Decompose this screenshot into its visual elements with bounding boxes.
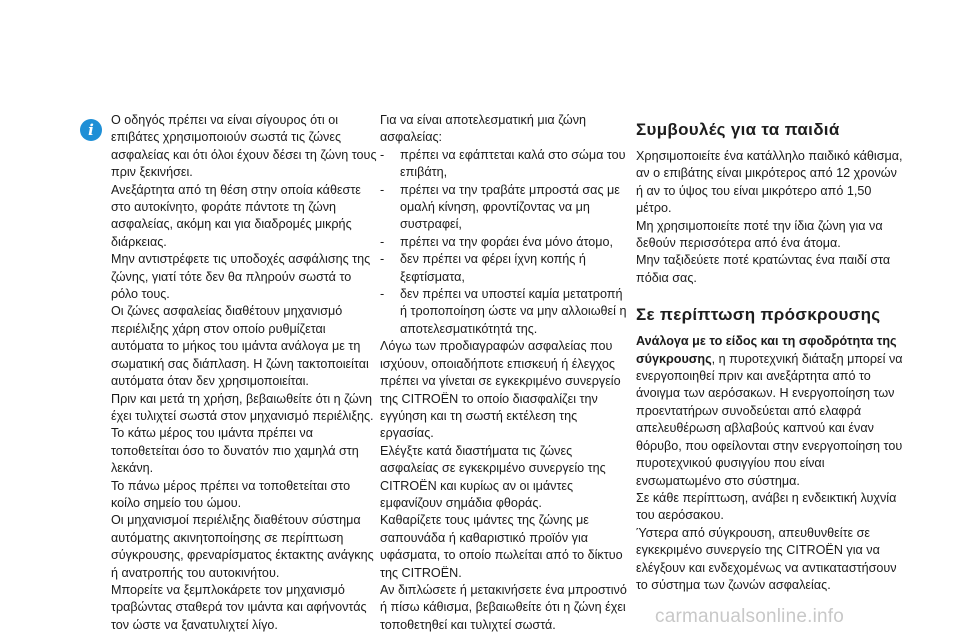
left-paragraph: Πριν και μετά τη χρήση, βεβαιωθείτε ότι η ζώνη έχει τυλιχτεί σωστά στον μηχανισμό περιέλιξης. [111, 391, 374, 423]
left-paragraph: Το κάτω μέρος του ιμάντα πρέπει να τοποθετείται όσο το δυνατόν πιο χαμηλά στη λεκάνη. [111, 426, 359, 476]
collision-paragraph: Ύστερα από σύγκρουση, απευθυνθείτε σε εγκεκριμένο συνεργείο της CITROËN για να ελέγξουν και ενδεχομένως να αντικαταστήσουν το σύστημα των ζωνών ασφαλείας. [636, 525, 897, 592]
children-advice-heading: Συμβουλές για τα παιδιά [636, 120, 840, 139]
left-paragraph: Το πάνω μέρος πρέπει να τοποθετείται στο κοίλο σημείο του ώμου. [111, 478, 351, 510]
list-item [380, 147, 630, 182]
list-item [380, 286, 630, 338]
advice-paragraph: Μην ταξιδεύετε ποτέ κρατώντας ένα παιδί στα πόδια σας. [636, 253, 891, 285]
middle-paragraph: Λόγω των προδιαγραφών ασφαλείας που ισχύουν, οποιαδήποτε επισκευή ή έλεγχος πρέπει να γίνεται σε εγκεκριμένο συνεργείο της CITROËN το οποίο διασφαλίζει την εγγύηση και τη σωστή εκτέλεση της εργασίας. [380, 339, 621, 441]
bullet-text: δεν πρέπει να υποστεί καμία μετατροπή ή τροποποίηση ώστε να μην αλλοιωθεί η αποτελεσματικότητά της. [400, 287, 627, 336]
middle-paragraph: Ελέγξτε κατά διαστήματα τις ζώνες ασφαλείας σε εγκεκριμένο συνεργείο της CITROËN και κυρίως αν οι ιμάντες εμφανίζουν σημάδια φθοράς. [380, 443, 606, 510]
collision-heading: Σε περίπτωση πρόσκρουσης [636, 305, 881, 325]
collision-paragraph: Σε κάθε περίπτωση, ανάβει η ενδεικτική λυχνία του αερόσακου. [636, 490, 897, 523]
right-column [636, 112, 904, 594]
bullet-dash: - [380, 234, 385, 249]
list-item [380, 251, 630, 286]
left-paragraph: Μην αντιστρέφετε τις υποδοχές ασφάλισης της ζώνης, γιατί τότε δεν θα πληρούν σωστά το ρόλο τους. [111, 252, 371, 302]
bullet-dash: - [380, 182, 385, 197]
list-item [380, 182, 630, 234]
middle-paragraph: Αν διπλώσετε ή μετακινήσετε ένα μπροστινό ή πίσω κάθισμα, βεβαιωθείτε ότι η ζώνη έχει τοποθετηθεί και τυλιχτεί σωστά. [380, 582, 627, 632]
watermark: carmanualsonline.info [655, 606, 845, 627]
bullet-dash: - [380, 252, 385, 267]
left-paragraph: Μπορείτε να ξεμπλοκάρετε τον μηχανισμό τραβώντας σταθερά τον ιμάντα και αφήνοντάς τον ώστε να ξανατυλιχτεί λίγο. [111, 582, 367, 632]
bullet-dash: - [380, 287, 385, 302]
advice-paragraph: Μη χρησιμοποιείτε ποτέ την ίδια ζώνη για να δεθούν περισσότερα από ένα άτομα. [636, 218, 883, 251]
bullet-text: πρέπει να εφάπτεται καλά στο σώμα του επιβάτη, [400, 147, 626, 180]
info-icon: i [80, 119, 102, 141]
collision-paragraph [636, 333, 904, 490]
bullet-dash: - [380, 147, 385, 162]
bullet-text: πρέπει να την τραβάτε μπροστά σας με ομαλή κίνηση, φροντίζοντας να μη συστραφεί, [400, 182, 620, 232]
middle-paragraph: Καθαρίζετε τους ιμάντες της ζώνης με σαπουνάδα ή καθαριστικό προϊόν για υφάσματα, το οποίο πωλείται από το δίκτυο της CITROËN. [380, 513, 623, 580]
collision-lead-rest: , η πυροτεχνική διάταξη μπορεί να ενεργοποιηθεί πριν και ανεξάρτητα από το άνοιγμα των αερόσακων. Η ενεργοποίηση των προεντατήρων συνοδεύεται από ελαφρά απελευθέρωση αβλαβούς καπνού και έναν θόρυβο, που οφείλονται στην ενεργοποίηση του πυροτεχνικού φυσιγγίου που είναι ενσωματωμένο στο σύστημα. [636, 351, 903, 488]
list-item [380, 234, 630, 251]
left-paragraph: Ο οδηγός πρέπει να είναι σίγουρος ότι οι επιβάτες χρησιμοποιούν σωστά τις ζώνες ασφαλείας και ότι όλοι έχουν δέσει τη ζώνη τους πριν ξεκινήσει. [111, 113, 377, 180]
left-paragraph: Οι ζώνες ασφαλείας διαθέτουν μηχανισμό περιέλιξης χάρη στον οποίο ρυθμίζεται αυτόματα το μήκος του ιμάντα ανάλογα με τη σωματική σας διάπλαση. Η ζώνη τακτοποιείται αυτόματα όταν δεν χρησιμοποιείται. [111, 304, 369, 389]
advice-paragraph: Χρησιμοποιείτε ένα κατάλληλο παιδικό κάθισμα, αν ο επιβάτης είναι μικρότερος από 12 χρονών ή αν το ύψος του είναι μικρότερο από 1,50 μέτρο. [636, 149, 903, 216]
collision-lead: Ανάλογα με το είδος και τη σφοδρότητα της σύγκρουσης [636, 334, 897, 366]
middle-column [380, 112, 630, 634]
bullet-text: δεν πρέπει να φέρει ίχνη κοπής ή ξεφτίσματα, [400, 252, 586, 284]
left-paragraph: Ανεξάρτητα από τη θέση στην οποία κάθεστε στο αυτοκίνητο, φοράτε πάντοτε τη ζώνη ασφαλείας, ακόμη και για διαδρομές μικρής διάρκειας. [111, 182, 361, 249]
left-paragraph: Οι μηχανισμοί περιέλιξης διαθέτουν σύστημα αυτόματης ακινητοποίησης σε περίπτωση σύγκρουσης, φρεναρίσματος έκτακτης ανάγκης ή ανατροπής του αυτοκινήτου. [111, 513, 374, 580]
effectiveness-intro: Για να είναι αποτελεσματική μια ζώνη ασφαλείας: [380, 113, 587, 145]
left-column [111, 112, 379, 634]
bullet-text: πρέπει να την φοράει ένα μόνο άτομο, [400, 234, 614, 249]
